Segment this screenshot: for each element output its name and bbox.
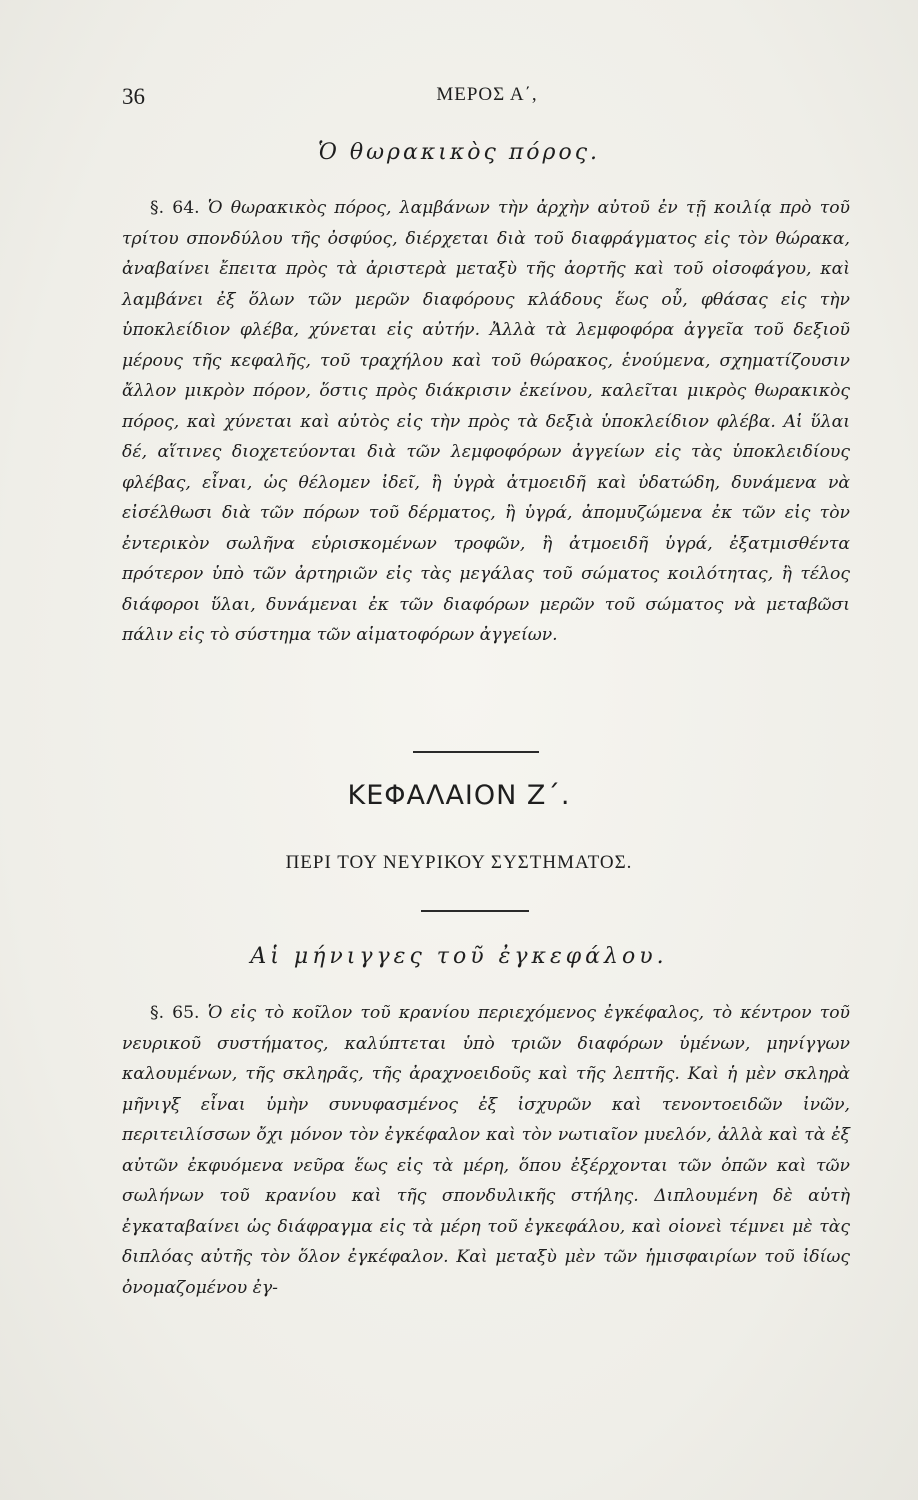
- paragraph-64: [122, 193, 850, 651]
- section-mark-65: §. 65.: [150, 1003, 200, 1023]
- section-mark-64: §. 64.: [150, 198, 200, 218]
- section-heading-65: Αἱ μήνιγγες τοῦ ἐγκεφάλου.: [250, 944, 668, 969]
- running-title: ΜΕΡΟΣ Α΄,: [436, 84, 538, 105]
- page-number: 36: [122, 84, 145, 109]
- paragraph-65: [122, 998, 850, 1303]
- chapter-title: ΚΕΦΑΛΑΙΟΝ Ζ΄.: [347, 780, 571, 811]
- running-head: [122, 84, 852, 114]
- paragraph-64-text: Ὁ θωρακικὸς πόρος, λαμβάνων τὴν ἀρχὴν αὐτοῦ ἐν τῇ κοιλίᾳ πρὸ τοῦ τρίτου σπονδύλου τῆς ὀσφύος, διέρχεται διὰ τοῦ διαφράγματος εἰς τὸν θώρακα, ἀναβαίνει ἔπειτα πρὸς τὰ ἀριστερὰ μεταξὺ τῆς ἀορτῆς καὶ τοῦ οἰσοφάγου, καὶ λαμβάνει ἐξ ὅλων τῶν μερῶν διαφόρους κλάδους ἕως οὗ, φθάσας εἰς τὴν ὑποκλείδιον φλέβα, χύνεται εἰς αὐτήν. Ἀλλὰ τὰ λεμφοφόρα ἀγγεῖα τοῦ δεξιοῦ μέρους τῆς κεφαλῆς, τοῦ τραχήλου καὶ τοῦ θώρακος, ἑνούμενα, σχηματίζουσιν ἄλλον μικρὸν πόρον, ὅστις πρὸς διάκρισιν ἐκείνου, καλεῖται μικρὸς θωρακικὸς πόρος, καὶ χύνεται καὶ αὐτὸς εἰς τὴν πρὸς τὰ δεξιὰ ὑποκλείδιον φλέβα. Αἱ ὕλαι δέ, αἵτινες διοχετεύονται διὰ τῶν λεμφοφόρων ἀγγείων εἰς τὰς ὑποκλειδίους φλέβας, εἶναι, ὡς θέλομεν ἰδεῖ, ἢ ὑγρὰ ἀτμοειδῆ καὶ ὑδατώδη, δυνάμενα νὰ εἰσέλθωσι διὰ τῶν πόρων τοῦ δέρματος, ἢ ὑγρά, ἀπομυζώμενα ἐκ τῶν εἰς τὸν ἐντερικὸν σωλῆνα εὑρισκομένων τροφῶν, ἢ ἀτμοειδῆ ὑγρά, ἐξατμισθέντα πρότερον ὑπὸ τῶν ἀρτηριῶν εἰς τὰς μεγάλας τοῦ σώματος κοιλότητας, ἢ τέλος διάφοροι ὕλαι, δυνάμεναι ἐκ τῶν διαφόρων μερῶν τοῦ σώματος νὰ μεταβῶσι πάλιν εἰς τὸ σύστημα τῶν αἱματοφόρων ἀγγείων.: [122, 198, 850, 645]
- paragraph-65-text: Ὁ εἰς τὸ κοῖλον τοῦ κρανίου περιεχόμενος ἐγκέφαλος, τὸ κέντρον τοῦ νευρικοῦ συστήματος, καλύπτεται ὑπὸ τριῶν διαφόρων ὑμένων, μηνίγγων καλουμένων, τῆς σκληρᾶς, τῆς ἀραχνοειδοῦς καὶ τῆς λεπτῆς. Καὶ ἡ μὲν σκληρὰ μῆνιγξ εἶναι ὑμὴν συνυφασμένος ἐξ ἰσχυρῶν καὶ τενοντοειδῶν ἰνῶν, περιτειλίσσων ὄχι μόνον τὸν ἐγκέφαλον καὶ τὸν νωτιαῖον μυελόν, ἀλλὰ καὶ τὰ ἐξ αὐτῶν ἐκφυόμενα νεῦρα ἕως εἰς τὰ μέρη, ὅπου ἐξέρχονται τῶν ὀπῶν καὶ τῶν σωλήνων τοῦ κρανίου καὶ τῆς σπονδυλικῆς στήλης. Διπλουμένη δὲ αὐτὴ ἐγκαταβαίνει ὡς διάφραγμα εἰς τὰ μέρη τοῦ ἐγκεφάλου, καὶ οἱονεὶ τέμνει μὲ τὰς διπλόας αὐτῆς τὸν ὅλον ἐγκέφαλον. Καὶ μεταξὺ μὲν τῶν ἡμισφαιρίων τοῦ ἰδίως ὀνομαζομένου ἐγ-: [122, 1003, 850, 1298]
- section-heading-64: Ὁ θωρακικὸς πόρος.: [317, 140, 601, 165]
- divider-rule-short: [421, 910, 529, 912]
- chapter-subtitle: ΠΕΡΙ ΤΟΥ ΝΕΥΡΙΚΟΥ ΣΥΣΤΗΜΑΤΟΣ.: [285, 852, 633, 873]
- divider-rule: [413, 751, 539, 753]
